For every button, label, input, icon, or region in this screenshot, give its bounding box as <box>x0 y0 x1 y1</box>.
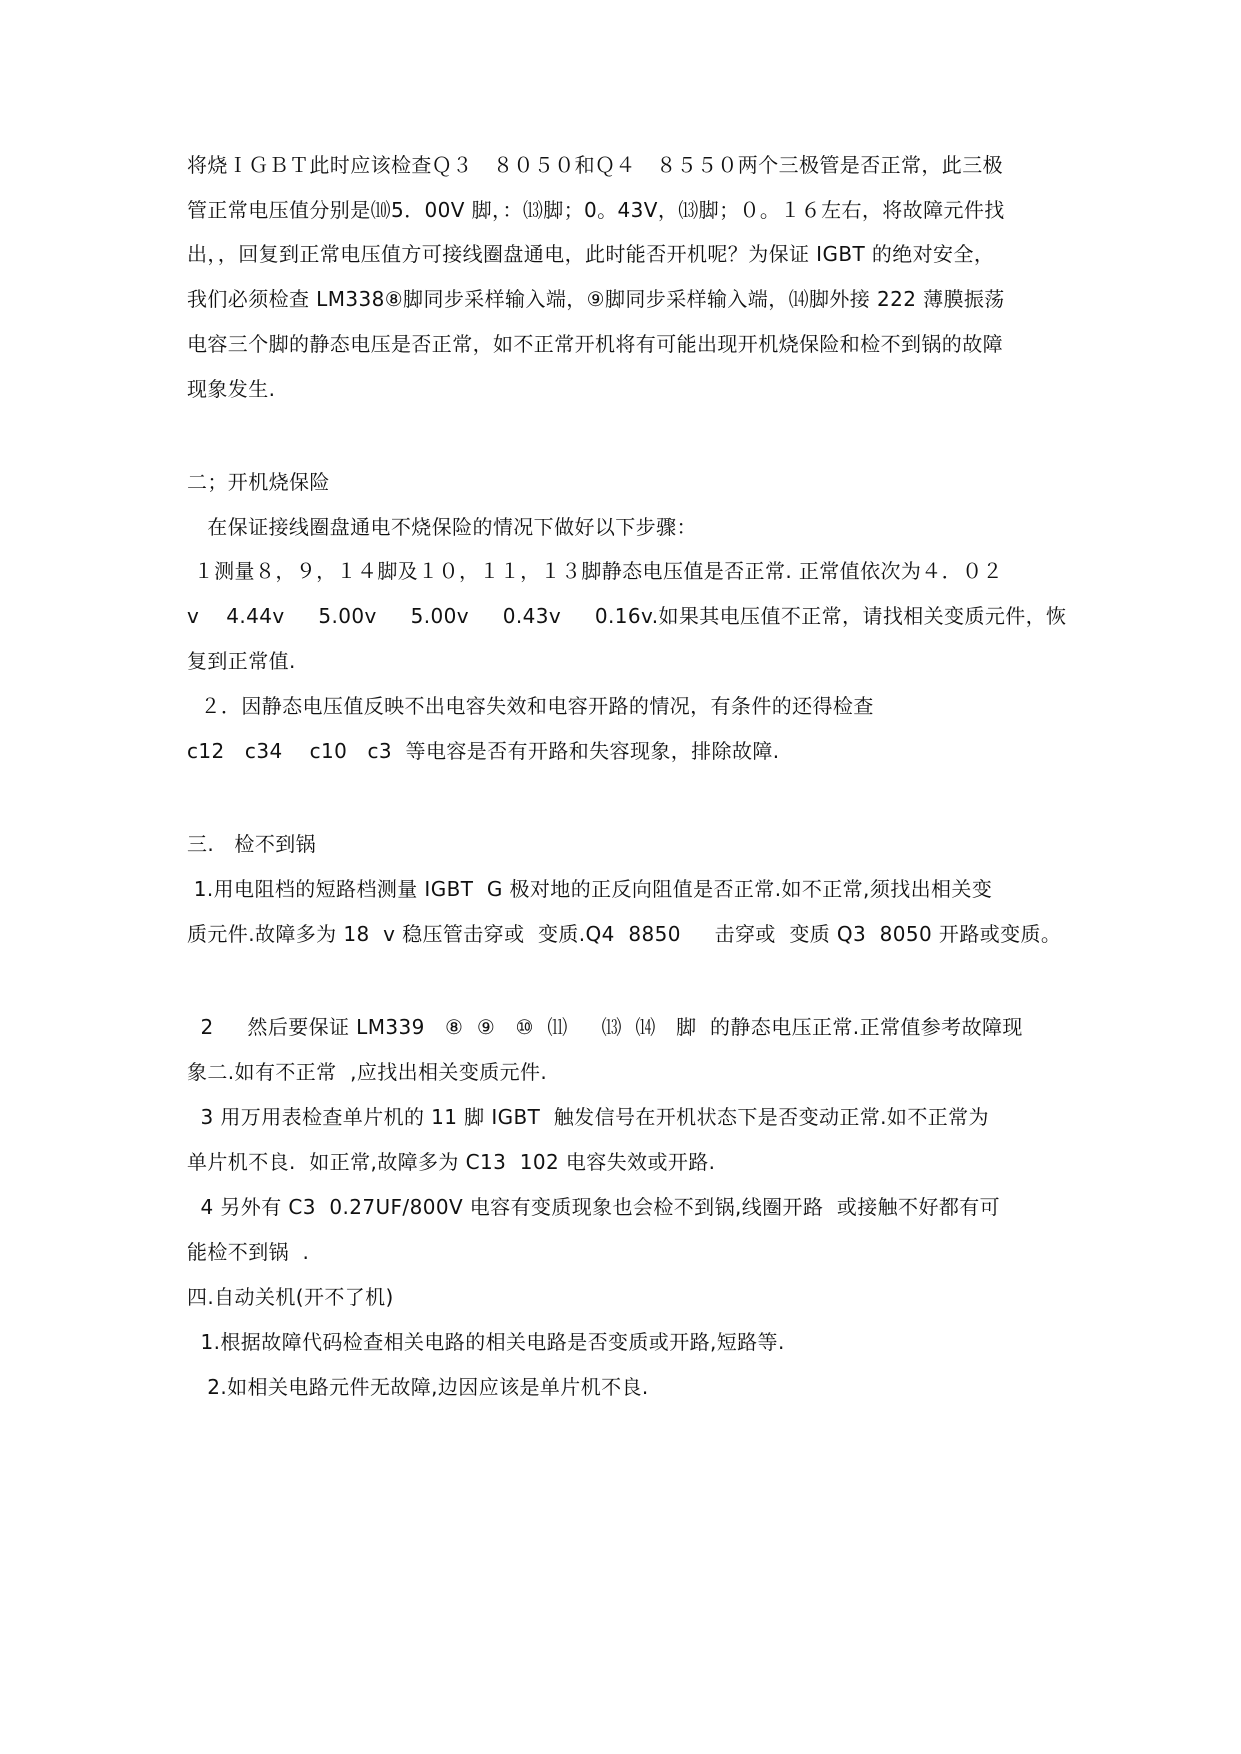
paragraph-line: 复到正常值. <box>187 649 296 673</box>
paragraph-line: 电容三个脚的静态电压是否正常，如不正常开机将有可能出现开机烧保险和检不到锅的故障 <box>187 332 1003 356</box>
paragraph-line: c12 c34 c10 c3 等电容是否有开路和失容现象，排除故障. <box>187 739 780 763</box>
paragraph-line: 在保证接线圈盘通电不烧保险的情况下做好以下步骤： <box>187 515 697 539</box>
paragraph-line: 3 用万用表检查单片机的 11 脚 IGBT 触发信号在开机状态下是否变动正常.如不正常为 <box>187 1105 989 1129</box>
paragraph-line: v 4.44v 5.00v 5.00v 0.43v 0.16v.如果其电压值不正常，请找相关变质元件，恢 <box>187 604 1067 628</box>
paragraph-line: 将烧ＩＧＢＴ此时应该检查Ｑ３ ８０５０和Ｑ４ ８５５０两个三极管是否正常，此三极 <box>187 153 1003 177</box>
section-heading: 四.自动关机(开不了机) <box>187 1285 394 1309</box>
paragraph-line: 4 另外有 C3 0.27UF/800V 电容有变质现象也会检不到锅,线圈开路 或接触不好都有可 <box>187 1195 1001 1219</box>
paragraph-line: １测量８，９，１４脚及１０，１１，１３脚静态电压值是否正常. 正常值依次为４．０２ <box>187 559 1003 583</box>
paragraph-line: 2 然后要保证 LM339 ⑧ ⑨ ⑩ ⑾ ⒀ ⒁ 脚 的静态电压正常.正常值参考故障现 <box>187 1015 1023 1039</box>
paragraph-line: 单片机不良. 如正常,故障多为 C13 102 电容失效或开路. <box>187 1150 716 1174</box>
paragraph-line: 2.如相关电路元件无故障,边因应该是单片机不良. <box>187 1375 649 1399</box>
paragraph-line: 管正常电压值分别是⑽5．00V 脚，：⒀脚；0。43V，⒀脚；０。１６左右，将故障元件找 <box>187 198 1005 222</box>
paragraph-line: 我们必须检查 LM338⑧脚同步采样输入端，⑨脚同步采样输入端，⒁脚外接 222 薄膜振荡 <box>187 287 1005 311</box>
paragraph-line: 1.用电阻档的短路档测量 IGBT G 极对地的正反向阻值是否正常.如不正常,须找出相关变 <box>187 877 993 901</box>
paragraph-line: 1.根据故障代码检查相关电路的相关电路是否变质或开路,短路等. <box>187 1330 785 1354</box>
section-heading: 二；开机烧保险 <box>187 470 330 494</box>
paragraph-line: 出，，回复到正常电压值方可接线圈盘通电，此时能否开机呢？为保证 IGBT 的绝对安全， <box>187 242 995 266</box>
paragraph-line: 能检不到锅 . <box>187 1240 310 1264</box>
paragraph-line: ２．因静态电压值反映不出电容失效和电容开路的情况，有条件的还得检查 <box>187 694 874 718</box>
paragraph-line: 现象发生. <box>187 377 276 401</box>
paragraph-line: 象二.如有不正常 ,应找出相关变质元件. <box>187 1060 548 1084</box>
paragraph-line: 质元件.故障多为 18 v 稳压管击穿或 变质.Q4 8850 击穿或 变质 Q3 8050 开路或变质。 <box>187 922 1062 946</box>
section-heading: 三. 检不到锅 <box>187 832 317 856</box>
